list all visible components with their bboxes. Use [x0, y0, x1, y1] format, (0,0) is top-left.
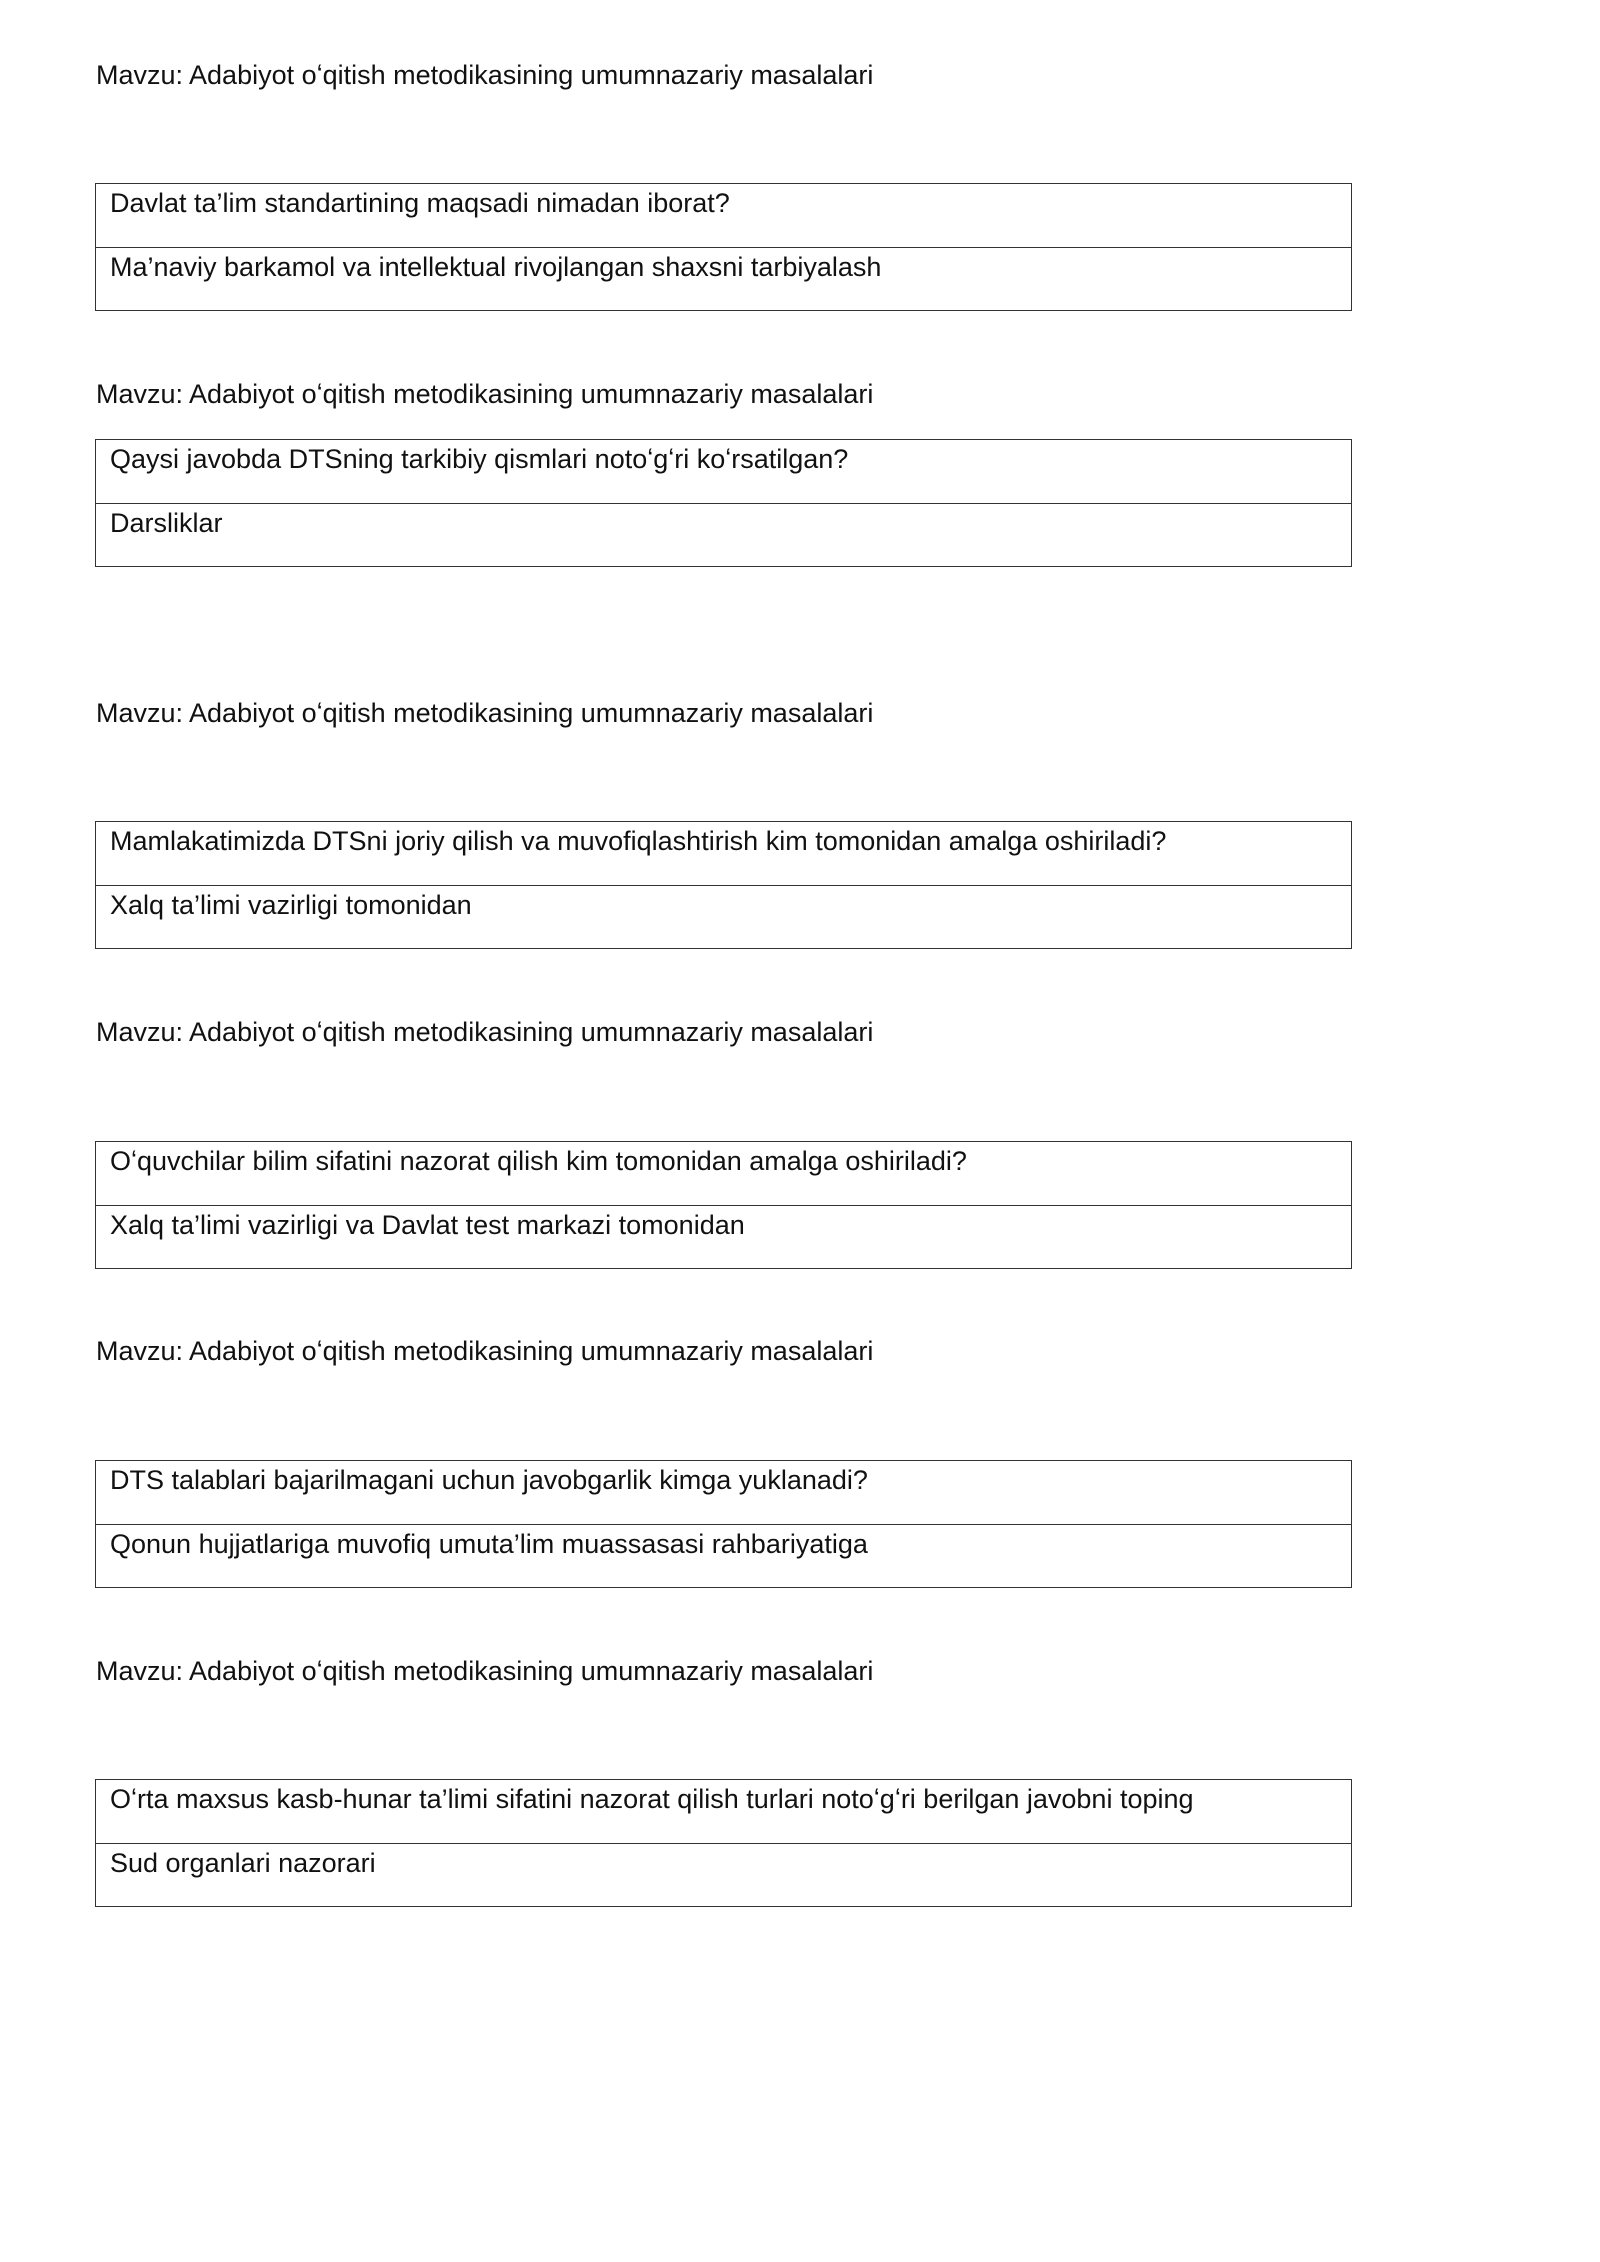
topic-heading: Mavzu: Adabiyot oʻqitish metodikasining umumnazariy masalalari [96, 1017, 874, 1047]
answer-cell: Darsliklar [110, 508, 223, 538]
question-cell: Davlat ta’lim standartining maqsadi nimadan iborat? [96, 184, 1351, 248]
topic-heading: Mavzu: Adabiyot oʻqitish metodikasining umumnazariy masalalari [96, 1656, 874, 1686]
qa-table [95, 1779, 1352, 1907]
answer-cell: Sud organlari nazorari [110, 1848, 376, 1878]
qa-table [95, 1460, 1352, 1588]
question-cell: Oʻquvchilar bilim sifatini nazorat qilish kim tomonidan amalga oshiriladi? [96, 1142, 1351, 1206]
topic-heading: Mavzu: Adabiyot oʻqitish metodikasining umumnazariy masalalari [96, 60, 874, 90]
question-cell: Mamlakatimizda DTSni joriy qilish va muvofiqlashtirish kim tomonidan amalga oshiriladi? [96, 822, 1351, 886]
answer-cell: Xalq ta’limi vazirligi va Davlat test markazi tomonidan [110, 1210, 745, 1240]
qa-table [95, 183, 1352, 311]
question-cell: DTS talablari bajarilmagani uchun javobgarlik kimga yuklanadi? [96, 1461, 1351, 1525]
qa-table [95, 439, 1352, 567]
qa-table [95, 821, 1352, 949]
topic-heading: Mavzu: Adabiyot oʻqitish metodikasining umumnazariy masalalari [96, 379, 874, 409]
answer-cell: Qonun hujjatlariga muvofiq umuta’lim muassasasi rahbariyatiga [110, 1529, 868, 1559]
qa-table [95, 1141, 1352, 1269]
question-cell: Oʻrta maxsus kasb-hunar ta’limi sifatini nazorat qilish turlari notoʻgʻri berilgan javobni toping [96, 1780, 1351, 1844]
question-cell: Qaysi javobda DTSning tarkibiy qismlari notoʻgʻri koʻrsatilgan? [96, 440, 1351, 504]
answer-cell: Ma’naviy barkamol va intellektual rivojlangan shaxsni tarbiyalash [110, 252, 882, 282]
topic-heading: Mavzu: Adabiyot oʻqitish metodikasining umumnazariy masalalari [96, 1336, 874, 1366]
topic-heading: Mavzu: Adabiyot oʻqitish metodikasining umumnazariy masalalari [96, 698, 874, 728]
answer-cell: Xalq ta’limi vazirligi tomonidan [110, 890, 472, 920]
